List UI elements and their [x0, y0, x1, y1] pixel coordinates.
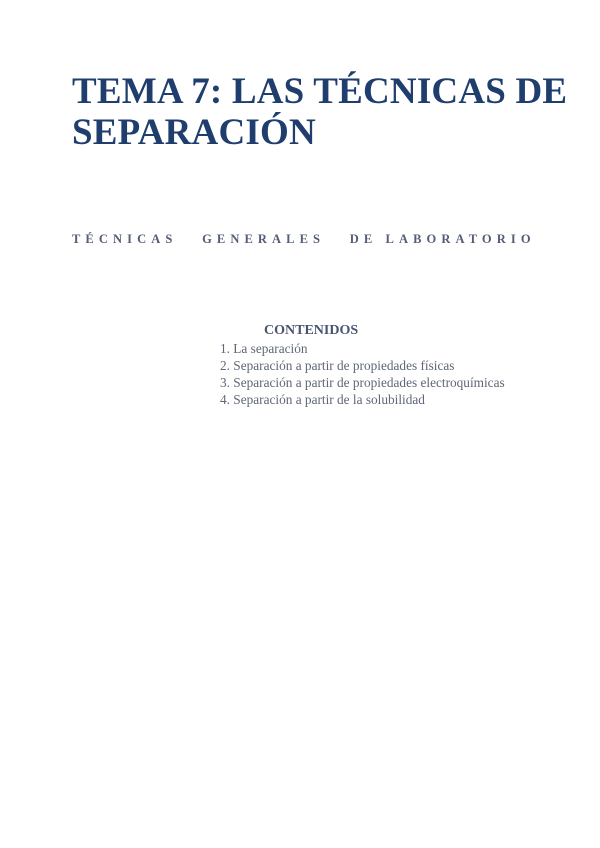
- contents-item: 1. La separación: [220, 341, 308, 356]
- document-subtitle: TÉCNICAS GENERALES DE LABORATORIO: [72, 232, 536, 246]
- contents-item: 2. Separación a partir de propiedades físicas: [220, 358, 455, 373]
- contents-item: 3. Separación a partir de propiedades electroquímicas: [220, 375, 505, 390]
- document-title: TEMA 7: LAS TÉCNICAS DE SEPARACIÓN: [72, 71, 568, 153]
- contents-heading: CONTENIDOS: [264, 323, 359, 338]
- table-of-contents: [220, 322, 560, 408]
- contents-item: 4. Separación a partir de la solubilidad: [220, 392, 425, 407]
- contents-list: [220, 340, 560, 408]
